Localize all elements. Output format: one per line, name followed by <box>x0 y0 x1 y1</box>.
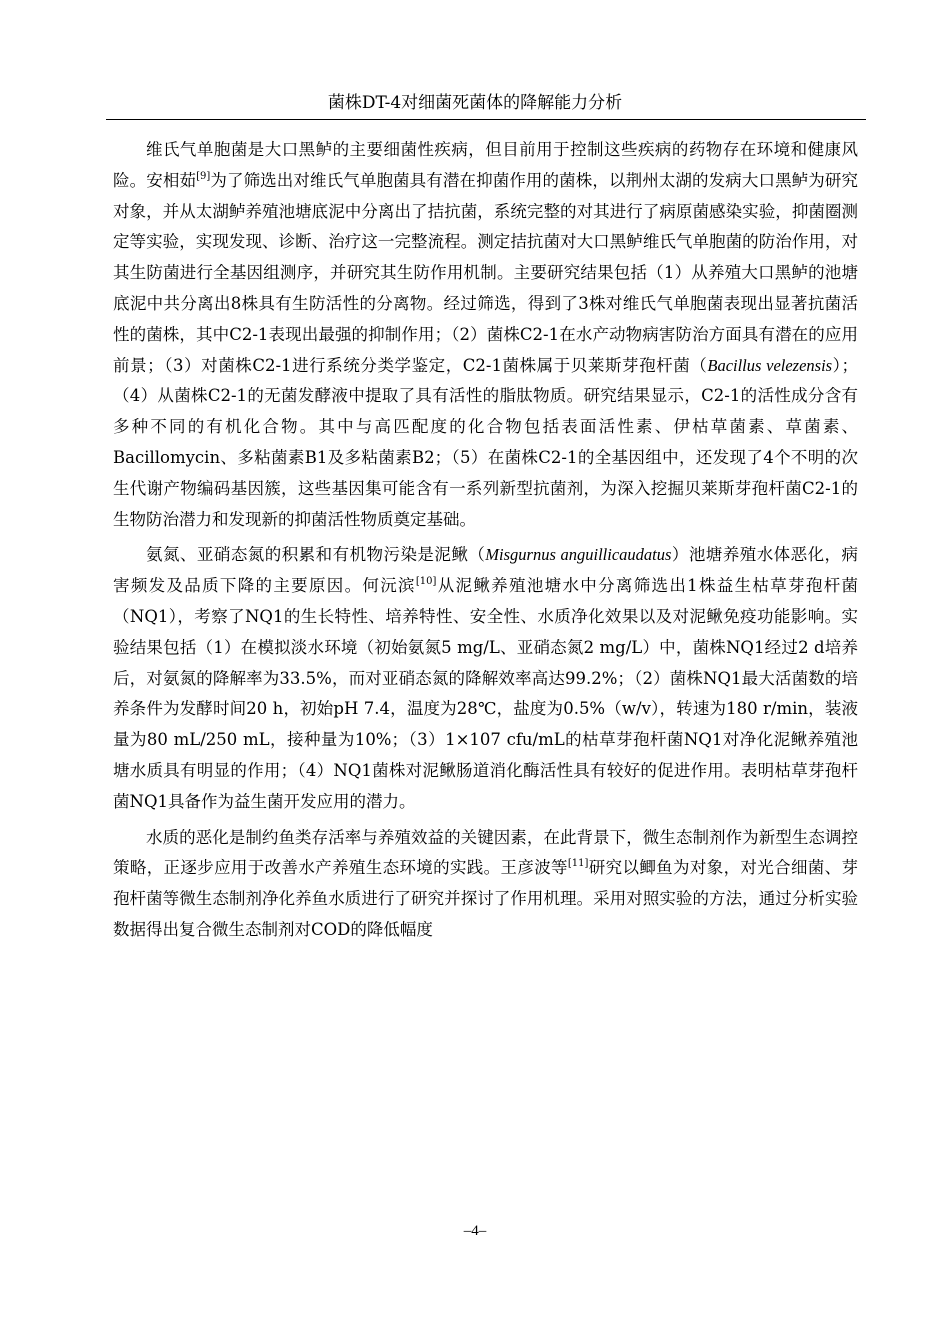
citation-ref: [9] <box>196 170 211 182</box>
header-rule <box>106 119 866 120</box>
species-name: Bacillus velezensis <box>707 355 833 375</box>
paragraph-loach <box>113 540 858 817</box>
paragraph-text: 从泥鳅养殖池塘水中分离筛选出1株益生枯草芽孢杆菌（NQ1），考察了NQ1的生长特性、培养特性、安全性、水质净化效果以及对泥鳅免疫功能影响。实验结果包括（1）在模拟淡水环境（初始氨氮5 mg/L、亚硝态氮2 mg/L）中，菌株NQ1经过2 d培养后，对氨氮的降解率为33.5%，而对亚硝态氮的降解效率高达99.2%；（2）菌株NQ1最大活菌数的培养条件为发酵时间20 h，初始pH 7.4，温度为28℃，盐度为0.5%（w/v），转速为180 r/min，装液量为80 mL/250 mL，接种量为10%；（3）1×107 cfu/mL的枯草芽孢杆菌NQ1对净化泥鳅养殖池塘水质具有明显的作用；（4）NQ1菌株对泥鳅肠道消化酶活性具有较好的促进作用。表明枯草芽孢杆菌NQ1具备作为益生菌开发应用的潜力。 <box>113 576 859 811</box>
paragraph-text: 研究以鲫鱼为对象，对光合细菌、芽孢杆菌等微生态制剂净化养鱼水质进行了研究并探讨了作用机理。采用对照实验的方法，通过分析实验数据得出复合微生态制剂对COD的降低幅度 <box>113 858 859 939</box>
body-text <box>113 135 858 951</box>
citation-ref: [10] <box>415 576 437 588</box>
paragraph-text: 维氏气单胞菌是大口黑鲈的主要细菌性疾病，但目前用于控制这些疾病的药物存在环境和健康风险。安相茹 <box>113 140 858 190</box>
paragraph-text: 为了筛选出对维氏气单胞菌具有潜在抑菌作用的菌株，以荆州太湖的发病大口黑鲈为研究对象，并从太湖鲈养殖池塘底泥中分离出了拮抗菌，系统完整的对其进行了病原菌感染实验，抑菌圈测定等实验，实现发现、诊断、治疗这一完整流程。测定拮抗菌对大口黑鲈维氏气单胞菌的防治作用，对其生防菌进行全基因组测序，并研究其生防作用机制。主要研究结果包括（1）从养殖大口黑鲈的池塘底泥中共分离出8株具有生防活性的分离物。经过筛选，得到了3株对维氏气单胞菌表现出显著抗菌活性的菌株，其中C2-1表现出最强的抑制作用；（2）菌株C2-1在水产动物病害防治方面具有潜在的应用前景；（3）对菌株C2-1进行系统分类学鉴定，C2-1菌株属于贝莱斯芽孢杆菌（ <box>113 170 859 375</box>
citation-ref: [11] <box>567 858 589 870</box>
paragraph-aeromonas <box>113 135 858 535</box>
paragraph-text: 水质的恶化是制约鱼类存活率与养殖效益的关键因素，在此背景下，微生态制剂作为新型生态调控策略，正逐步应用于改善水产养殖生态环境的实践。王彦波等 <box>113 827 858 878</box>
paragraph-text: ）池塘养殖水体恶化，病害频发及品质下降的主要原因。何沅滨 <box>113 545 859 596</box>
page-header-title: 菌株DT-4对细菌死菌体的降解能力分析 <box>327 93 623 113</box>
paragraph-text: ）；（4）从菌株C2-1的无菌发酵液中提取了具有活性的脂肽物质。研究结果显示，C2-1的活性成分含有多种不同的有机化合物。其中与高匹配度的化合物包括表面活性素、伊枯草菌素、草菌素、Bacillomycin、多粘菌素B1及多粘菌素B2；（5）在菌株C2-1的全基因组中，还发现了4个不明的次生代谢产物编码基因簇，这些基因集可能含有一系列新型抗菌剂，为深入挖掘贝莱斯芽孢杆菌C2-1的生物防治潜力和发现新的抑菌活性物质奠定基础。 <box>113 355 858 529</box>
page-number: –4– <box>463 1223 487 1239</box>
paragraph-text: 氨氮、亚硝态氮的积累和有机物污染是泥鳅（ <box>146 545 486 565</box>
species-name: Misgurnus anguillicaudatus <box>485 545 672 565</box>
paragraph-water-quality <box>113 823 858 946</box>
